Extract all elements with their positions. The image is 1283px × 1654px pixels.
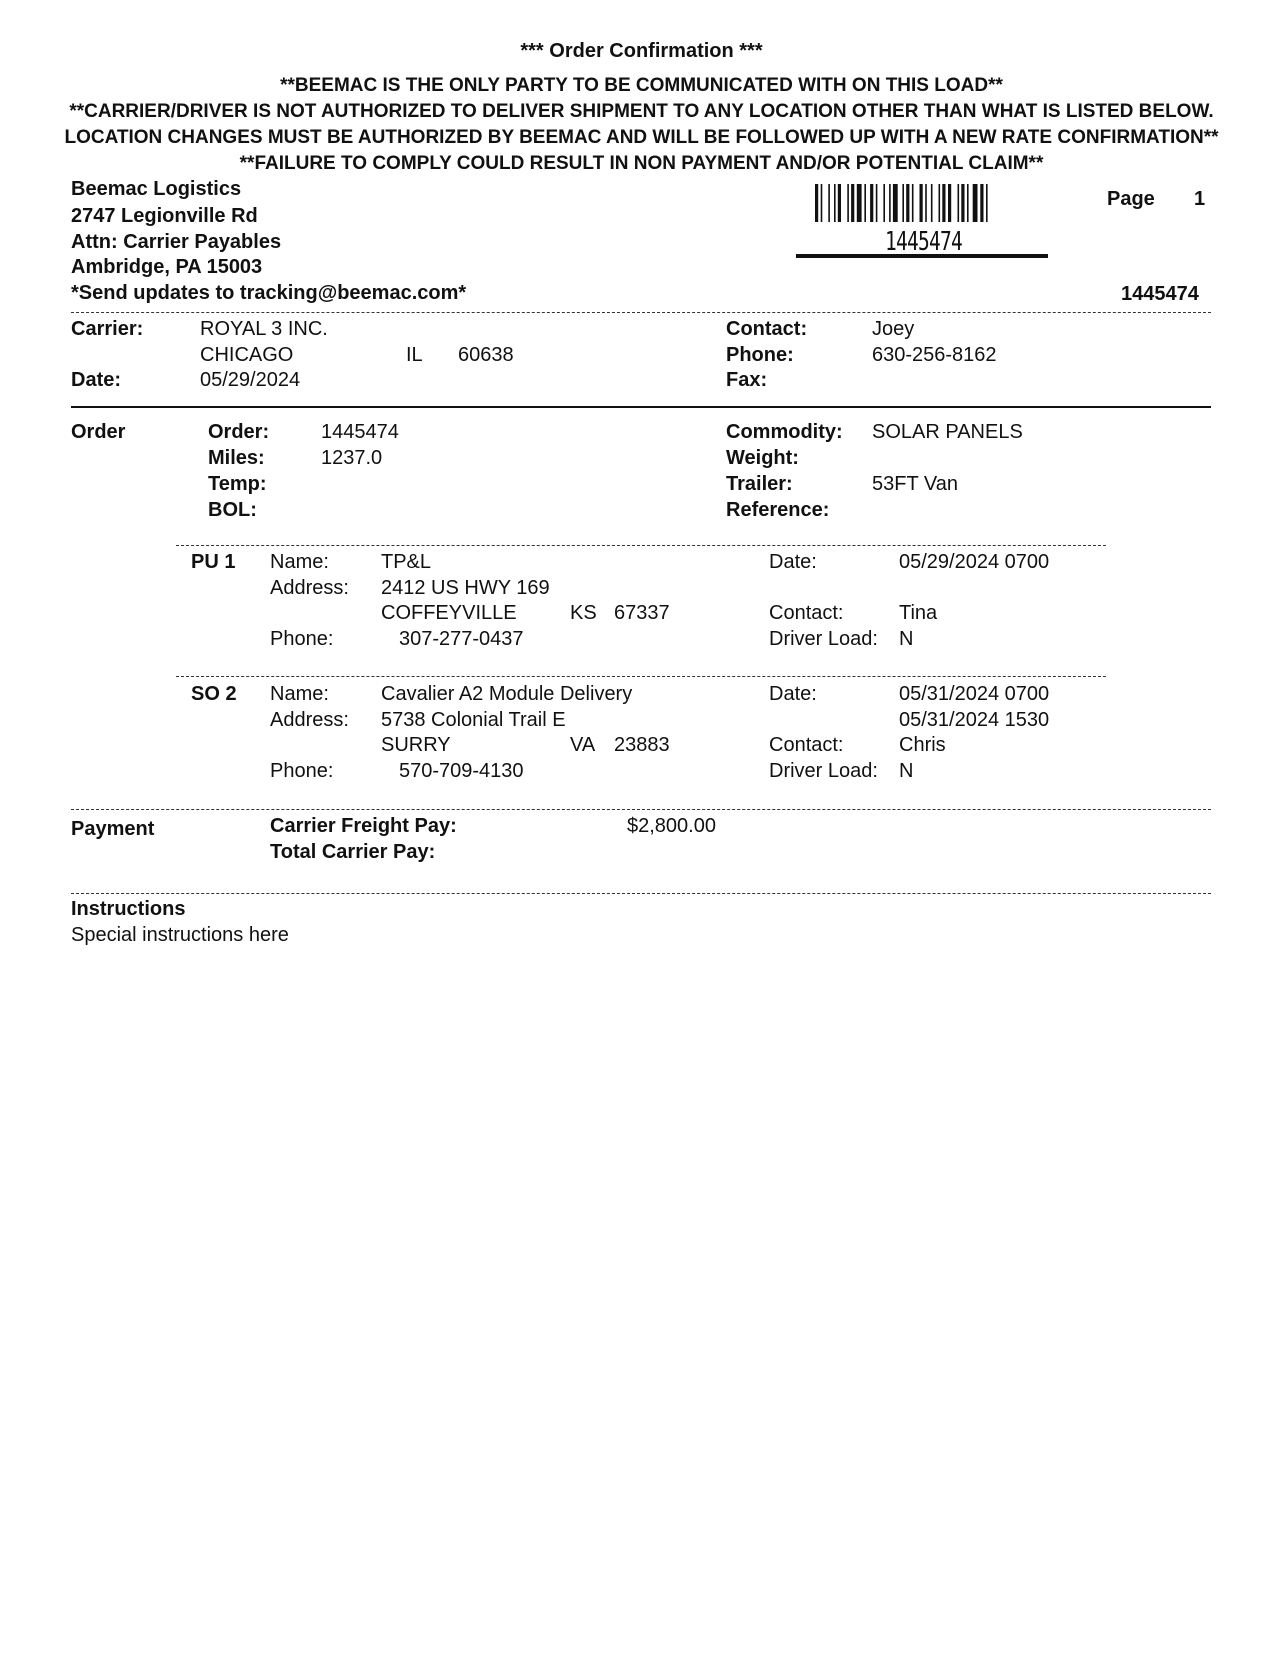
- company-street: 2747 Legionville Rd: [71, 205, 258, 227]
- barcode-bar: [876, 184, 878, 222]
- barcode-bar: [883, 184, 885, 222]
- divider: [71, 312, 1211, 313]
- stop-zip: 23883: [614, 734, 670, 756]
- barcode-bar: [828, 184, 830, 222]
- stop-address-label: Address:: [270, 577, 349, 599]
- reference-label: Reference:: [726, 499, 830, 521]
- page-number: 1: [1194, 188, 1206, 210]
- miles-label: Miles:: [208, 447, 265, 469]
- barcode-bar: [925, 184, 927, 222]
- stop-driver-load-label: Driver Load:: [769, 628, 878, 650]
- barcode-image: [815, 184, 1035, 222]
- stop-address-label: Address:: [270, 709, 349, 731]
- stop-phone: 307-277-0437: [399, 628, 524, 650]
- stop-phone-label: Phone:: [270, 628, 334, 650]
- stop-name: TP&L: [381, 551, 432, 573]
- barcode-bar: [939, 184, 941, 222]
- barcode-bar: [864, 184, 866, 222]
- divider: [176, 676, 1106, 677]
- stop-city: COFFEYVILLE: [381, 602, 517, 624]
- stop-date: 05/29/2024 0700: [899, 551, 1050, 573]
- trailer-label: Trailer:: [726, 473, 793, 495]
- notice-line-4: **FAILURE TO COMPLY COULD RESULT IN NON PAYMENT AND/OR POTENTIAL CLAIM**: [239, 153, 1044, 174]
- company-city: Ambridge, PA 15003: [71, 256, 263, 278]
- barcode-bar: [958, 184, 960, 222]
- page-label: Page: [1107, 188, 1155, 210]
- barcode-bar: [851, 184, 854, 222]
- barcode-bar: [834, 184, 836, 222]
- company-attn: Attn: Carrier Payables: [71, 231, 282, 253]
- divider: [71, 893, 1211, 894]
- stop-phone-label: Phone:: [270, 760, 334, 782]
- order-section-label: Order: [71, 421, 126, 443]
- weight-label: Weight:: [726, 447, 799, 469]
- barcode-number: 1445474: [885, 227, 962, 257]
- barcode-bar: [986, 184, 988, 222]
- stop-state: VA: [570, 734, 596, 756]
- stop-contact-label: Contact:: [769, 602, 844, 624]
- company-name: Beemac Logistics: [71, 178, 242, 200]
- barcode-bar: [821, 184, 823, 222]
- barcode-underline: [796, 254, 1048, 258]
- divider: [71, 406, 1211, 408]
- document-title: *** Order Confirmation ***: [520, 40, 763, 62]
- notice-line-2: **CARRIER/DRIVER IS NOT AUTHORIZED TO DELIVER SHIPMENT TO ANY LOCATION OTHER THAN WHAT IS LISTED BELOW.: [69, 101, 1214, 122]
- stop-name-label: Name:: [270, 551, 329, 573]
- barcode-bar: [948, 184, 951, 222]
- payment-section-label: Payment: [71, 818, 155, 840]
- stop-city: SURRY: [381, 734, 451, 756]
- stop-address: 5738 Colonial Trail E: [381, 709, 566, 731]
- stop-date-label: Date:: [769, 551, 817, 573]
- stop-name: Cavalier A2 Module Delivery: [381, 683, 633, 705]
- divider: [71, 809, 1211, 810]
- total-pay-label: Total Carrier Pay:: [270, 841, 436, 863]
- stop-contact-label: Contact:: [769, 734, 844, 756]
- order-miles: 1237.0: [321, 447, 383, 469]
- barcode-bar: [838, 184, 841, 222]
- stop-zip: 67337: [614, 602, 670, 624]
- order-commodity: SOLAR PANELS: [872, 421, 1023, 443]
- barcode-bar: [857, 184, 862, 222]
- barcode-bar: [931, 184, 933, 222]
- barcode-bar: [870, 184, 873, 222]
- contact-label: Contact:: [726, 318, 808, 340]
- stop-name-label: Name:: [270, 683, 329, 705]
- barcode-bar: [847, 184, 849, 222]
- commodity-label: Commodity:: [726, 421, 843, 443]
- carrier-city: CHICAGO: [200, 344, 294, 366]
- stop-address: 2412 US HWY 169: [381, 577, 550, 599]
- fax-label: Fax:: [726, 369, 768, 391]
- freight-pay-amount: $2,800.00: [627, 815, 716, 837]
- phone-label: Phone:: [726, 344, 794, 366]
- instructions-label: Instructions: [71, 898, 186, 920]
- notice-line-3: LOCATION CHANGES MUST BE AUTHORIZED BY BEEMAC AND WILL BE FOLLOWED UP WITH A NEW RATE CONFIRMATION**: [64, 127, 1219, 148]
- stop-date-2: 05/31/2024 1530: [899, 709, 1050, 731]
- carrier-date: 05/29/2024: [200, 369, 301, 391]
- instructions-text: Special instructions here: [71, 924, 289, 946]
- carrier-zip: 60638: [458, 344, 514, 366]
- stop-tag: SO 2: [191, 683, 237, 705]
- barcode-bar: [906, 184, 909, 222]
- stop-date: 05/31/2024 0700: [899, 683, 1050, 705]
- order-label: Order:: [208, 421, 270, 443]
- stop-contact: Tina: [899, 602, 938, 624]
- barcode-bar: [912, 184, 914, 222]
- carrier-label: Carrier:: [71, 318, 144, 340]
- stop-driver-load: N: [899, 760, 914, 782]
- barcode-bar: [961, 184, 964, 222]
- order-number: 1445474: [321, 421, 399, 443]
- stop-driver-load: N: [899, 628, 914, 650]
- barcode-bar: [889, 184, 891, 222]
- freight-pay-label: Carrier Freight Pay:: [270, 815, 457, 837]
- stop-state: KS: [570, 602, 597, 624]
- carrier-contact: Joey: [872, 318, 915, 340]
- carrier-state: IL: [406, 344, 423, 366]
- barcode-bar: [942, 184, 945, 222]
- stop-contact: Chris: [899, 734, 946, 756]
- date-label: Date:: [71, 369, 122, 391]
- stop-tag: PU 1: [191, 551, 236, 573]
- carrier-name: ROYAL 3 INC.: [200, 318, 328, 340]
- bol-label: BOL:: [208, 499, 257, 521]
- order-trailer: 53FT Van: [872, 473, 958, 495]
- barcode-bar: [973, 184, 978, 222]
- barcode-bar: [893, 184, 898, 222]
- notice-line-1: **BEEMAC IS THE ONLY PARTY TO BE COMMUNICATED WITH ON THIS LOAD**: [280, 75, 1003, 96]
- stop-date-label: Date:: [769, 683, 817, 705]
- divider: [176, 545, 1106, 546]
- stop-driver-load-label: Driver Load:: [769, 760, 878, 782]
- carrier-phone: 630-256-8162: [872, 344, 997, 366]
- barcode-bar: [902, 184, 904, 222]
- barcode-bar: [980, 184, 983, 222]
- barcode-bar: [967, 184, 969, 222]
- barcode-bar: [920, 184, 923, 222]
- temp-label: Temp:: [208, 473, 267, 495]
- barcode-bar: [815, 184, 818, 222]
- stop-phone: 570-709-4130: [399, 760, 524, 782]
- tracking-email-note: *Send updates to tracking@beemac.com*: [71, 282, 467, 304]
- order-reference-number: 1445474: [1121, 283, 1199, 305]
